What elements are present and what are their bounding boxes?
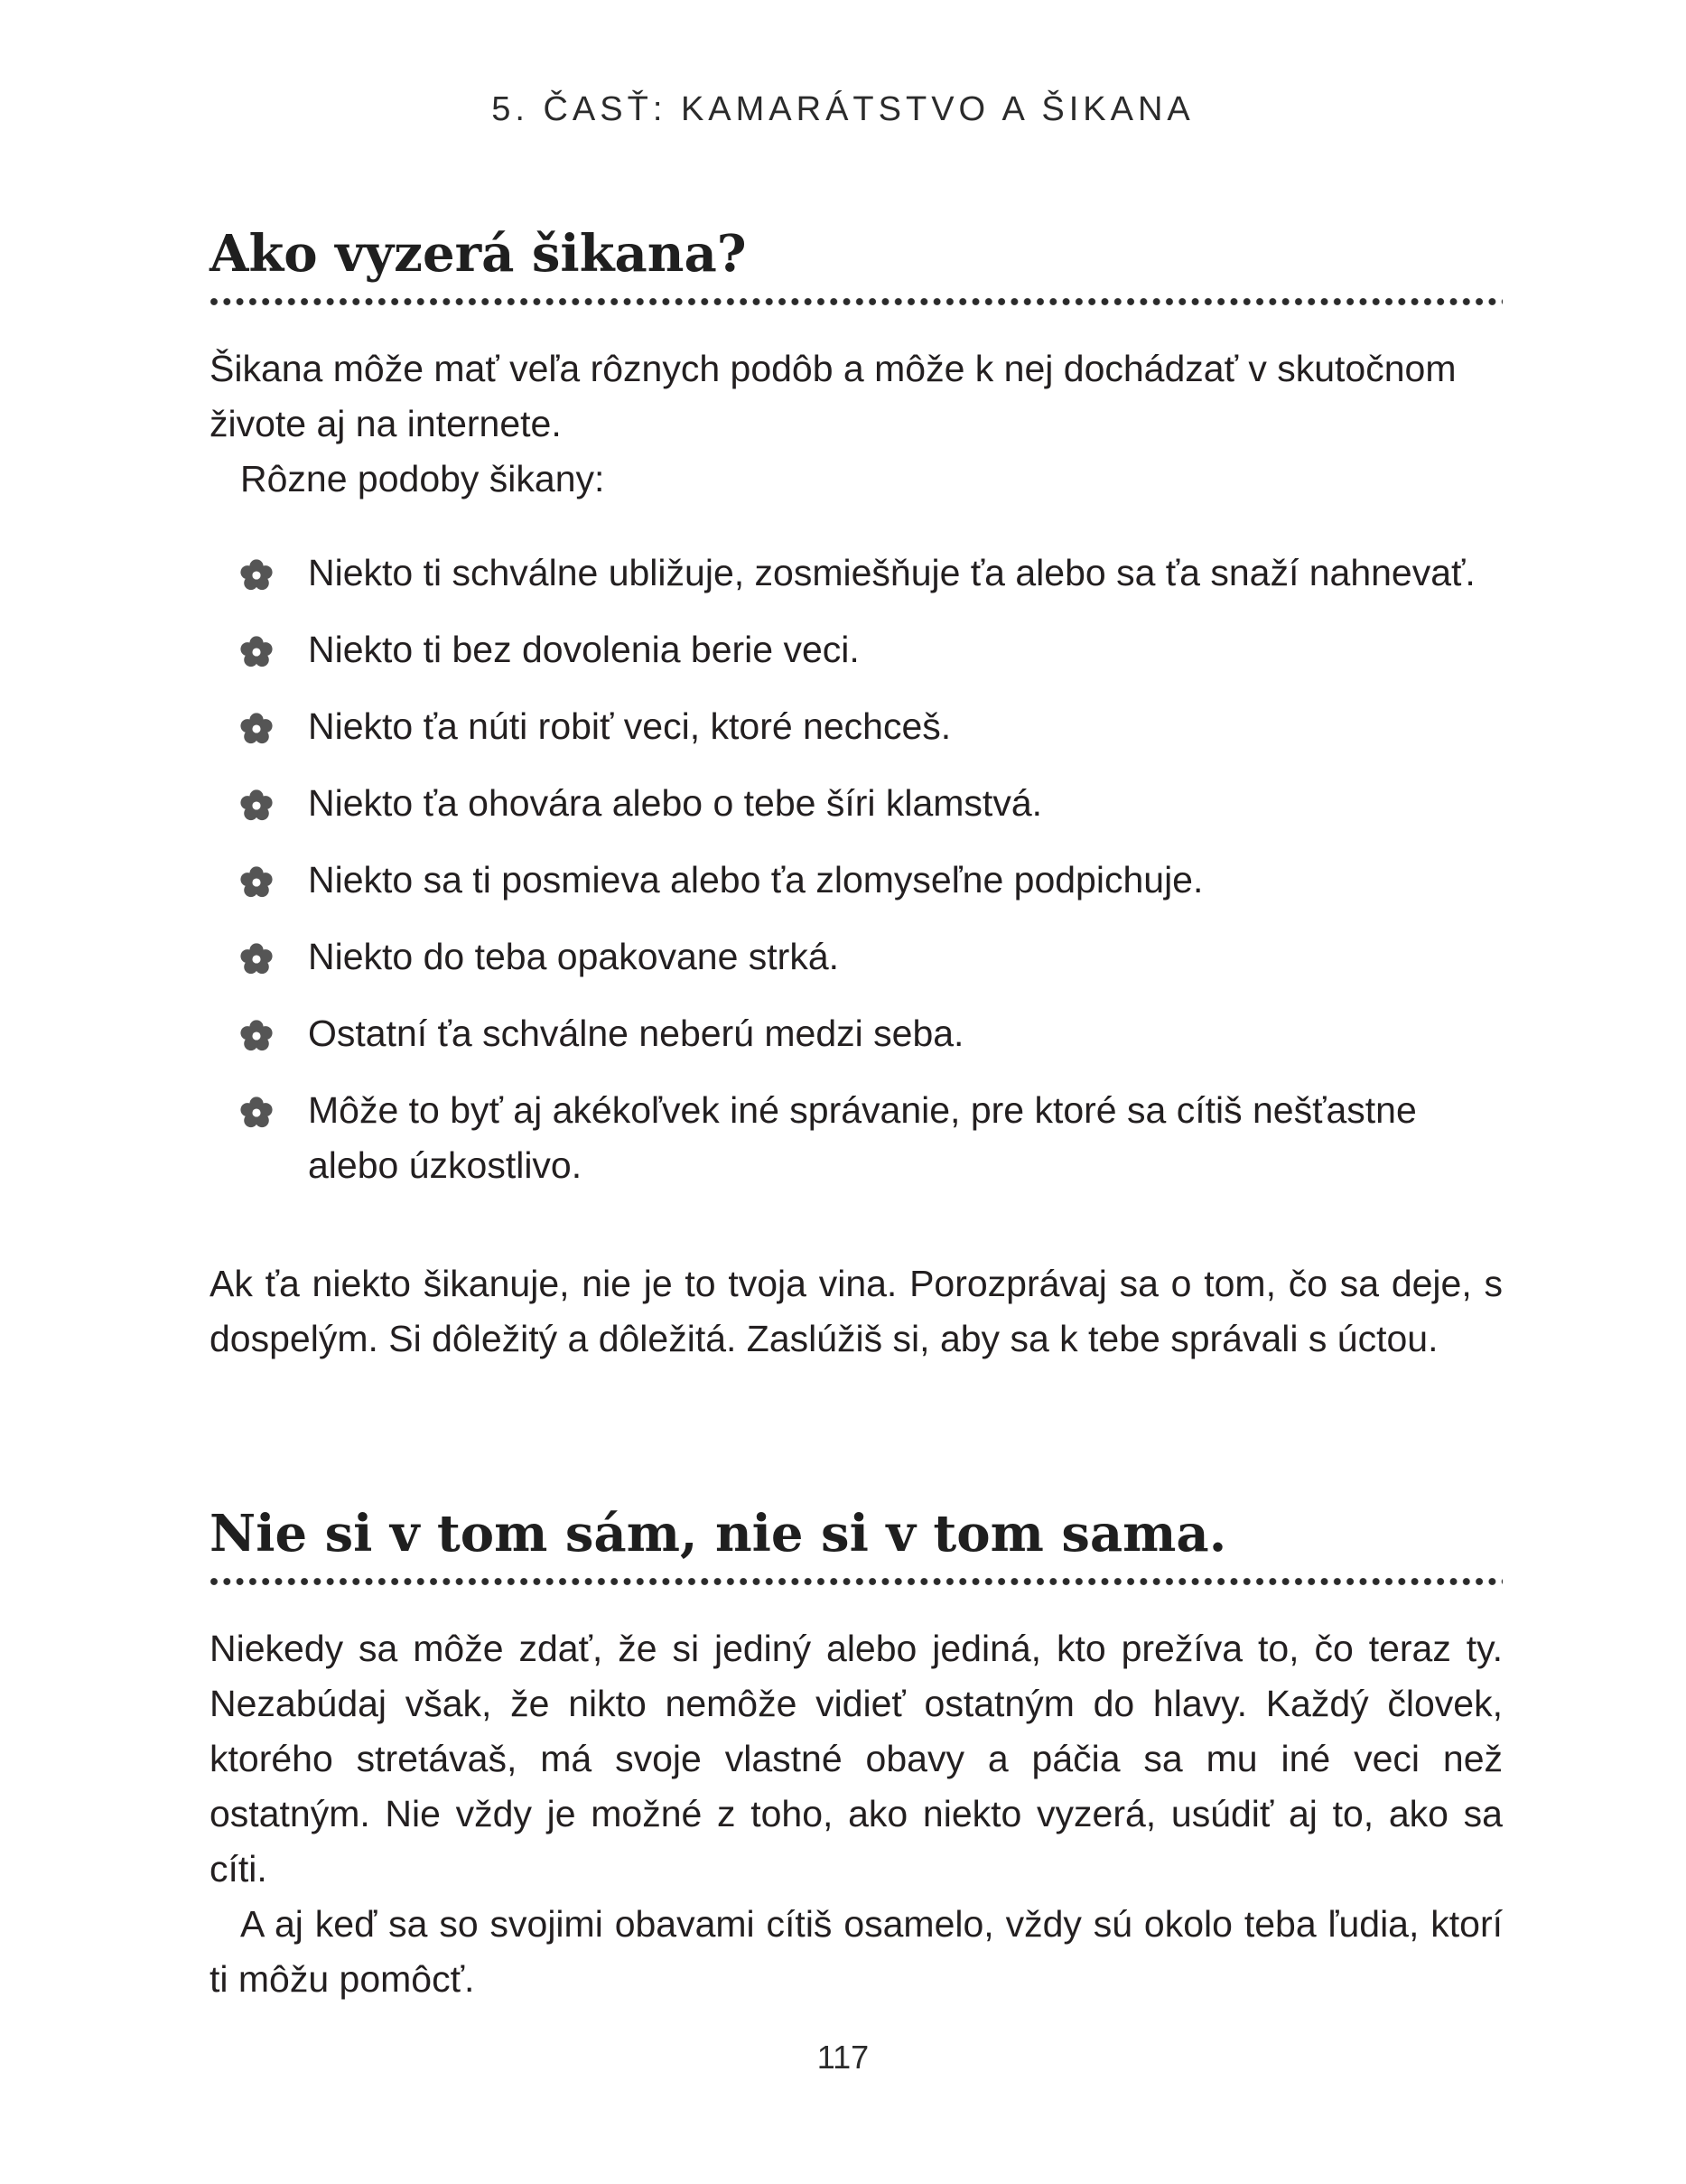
list-item: [210, 853, 1503, 908]
list-item-text: Niekto do teba opakovane strká.: [308, 936, 840, 977]
section-bullying-forms: [210, 224, 1503, 1367]
flower-icon: [239, 942, 274, 976]
list-item-text: Niekto ťa núti robiť veci, ktoré nechceš.: [308, 705, 952, 747]
intro-line-1: Šikana môže mať veľa rôznych podôb a môže k nej dochádzať v skutočnom: [210, 348, 1457, 389]
flower-icon: [239, 1096, 274, 1130]
list-item-text: Ostatní ťa schválne neberú medzi seba.: [308, 1013, 964, 1054]
list-item: [210, 929, 1503, 985]
section-heading: Ako vyzerá šikana?: [210, 224, 747, 284]
list-item: [210, 1006, 1503, 1061]
flower-icon: [239, 712, 274, 746]
list-item-text: Niekto sa ti posmieva alebo ťa zlomyseľne podpichuje.: [308, 859, 1204, 901]
dotted-divider: [210, 297, 1503, 306]
intro-line-2: živote aj na internete.: [210, 403, 562, 444]
list-item: [210, 622, 1503, 677]
list-item-text: Môže to byť aj akékoľvek iné správanie, pre ktoré sa cítiš nešťastne alebo úzkostlivo.: [308, 1089, 1417, 1186]
flower-icon: [239, 789, 274, 823]
flower-icon: [239, 635, 274, 669]
dotted-divider: [210, 1577, 1503, 1586]
list-item: [210, 699, 1503, 754]
list-item-text: Niekto ti schválne ubližuje, zosmiešňuje ťa alebo sa ťa snaží nahnevať.: [308, 552, 1476, 593]
body-paragraph: A aj keď sa so svojimi obavami cítiš osamelo, vždy sú okolo teba ľudia, ktorí ti môžu pomôcť.: [210, 1903, 1503, 2000]
list-item: [210, 546, 1503, 601]
list-item: [210, 776, 1503, 831]
list-item-text: Niekto ťa ohovára alebo o tebe šíri klamstvá.: [308, 782, 1043, 824]
intro-subheading: Rôzne podoby šikany:: [240, 458, 605, 499]
body-paragraph: Niekedy sa môže zdať, že si jediný alebo jediná, kto prežíva to, čo teraz ty. Nezabúdaj však, že nikto nemôže vidieť ostatným do hlavy. Každý človek, ktorého stretávaš, má svoje vlastné obavy a páčia sa mu iné veci než ostatným. Nie vždy je možné z toho, ako niekto vyzerá, usúdiť aj to, ako sa cíti.: [210, 1628, 1503, 1890]
list-item: [210, 1083, 1503, 1193]
section-not-alone: [210, 1504, 1503, 2007]
bullying-forms-list: [210, 546, 1503, 1193]
list-item-text: Niekto ti bez dovolenia berie veci.: [308, 629, 860, 670]
flower-icon: [239, 865, 274, 900]
section-heading: Nie si v tom sám, nie si v tom sama.: [210, 1504, 1227, 1563]
flower-icon: [239, 1019, 274, 1053]
running-head: 5. ČASŤ: KAMARÁTSTVO A ŠIKANA: [491, 90, 1195, 128]
flower-icon: [239, 558, 274, 593]
closing-paragraph: Ak ťa niekto šikanuje, nie je to tvoja vina. Porozprávaj sa o tom, čo sa deje, s dospelým. Si dôležitý a dôležitá. Zaslúžiš si, aby sa k tebe správali s úctou.: [210, 1263, 1503, 1359]
intro-paragraph: [210, 341, 1503, 507]
page-number: 117: [816, 2039, 870, 2076]
